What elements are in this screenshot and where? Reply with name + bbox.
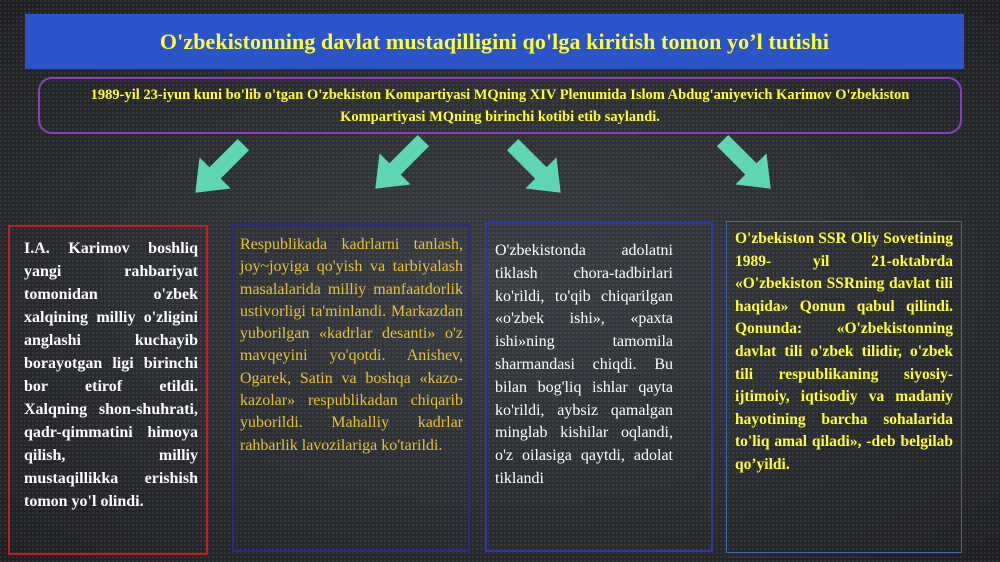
arrow-down-left-2-icon (360, 125, 439, 204)
info-box-leadership (8, 225, 208, 555)
subtitle-box (38, 77, 962, 134)
arrow-down-right-2-icon (707, 125, 786, 204)
arrow-down-right-1-icon (497, 129, 576, 208)
arrow-down-left-1-icon (180, 129, 259, 208)
info-box-text: I.A. Karimov boshliq yangi rahbariyat tomonidan o'zbek xalqining milliy o'zligini anglashi kuchayib borayotgan ligi birinchi bor etirof etildi. Xalqning shon-shuhrati, qadr-qimmatini himoya qilish, milliy mustaqillikka erishish tomon yo'l olindi. (24, 240, 198, 510)
title-banner (25, 14, 964, 69)
info-box-cadres (232, 224, 470, 552)
info-box-language-law (726, 221, 962, 553)
info-box-justice (485, 222, 713, 552)
info-box-text: O'zbekistonda adolatni tiklash chora-tadbirlari ko'rildi, to'qib chiqarilgan «o'zbek ishi», «paxta ishi»ning tamomila sharmandasi chiqdi. Bu bilan bog'liq ishlar qayta ko'rildi, aybsiz qamalgan minglab kishilar oqlandi, o'z oilasiga qaytdi, adolat tiklandi (495, 242, 673, 487)
subtitle-text: 1989-yil 23-iyun kuni bo'lib o'tgan O'zbekiston Kompartiyasi MQning XIV Plenumida Islom Abdug'aniyevich Karimov O'zbekiston Kompartiyasi MQning birinchi kotibi etib saylandi. (90, 86, 910, 125)
info-box-text: Respublikada kadrlarni tanlash, joy~joyiga qo'yish va tarbiyalash masalalarida milliy manfaatdorlik ustivorligi ta'minlandi. Markazdan yuborilgan «kadrlar desanti» o'z mavqeyini yo'qotdi. Anishev, Ogarek, Satin va boshqa «kazo-kazolar» respublikadan chiqarib yuborildi. Mahalliy kadrlar rahbarlik lavozilariga ko'tarildi. (240, 236, 463, 454)
info-box-text: O'zbekiston SSR Oliy Sovetining 1989- yil 21-oktabrda «O'zbekiston SSRning davlat tili haqida» Qonun qabul qilindi. Qonunda: «O'zbekistonning davlat tili o'zbek tilidir, o'zbek tili respublikaning siyosiy-ijtimoiy, iqtisodiy va madaniy hayotining barcha sohalarida to'liq amal qiladi», -deb belgilab qo’yildi. (735, 230, 953, 473)
page-title: O'zbekistonning davlat mustaqilligini qo'lga kiritish tomon yo’l tutishi (159, 28, 830, 54)
